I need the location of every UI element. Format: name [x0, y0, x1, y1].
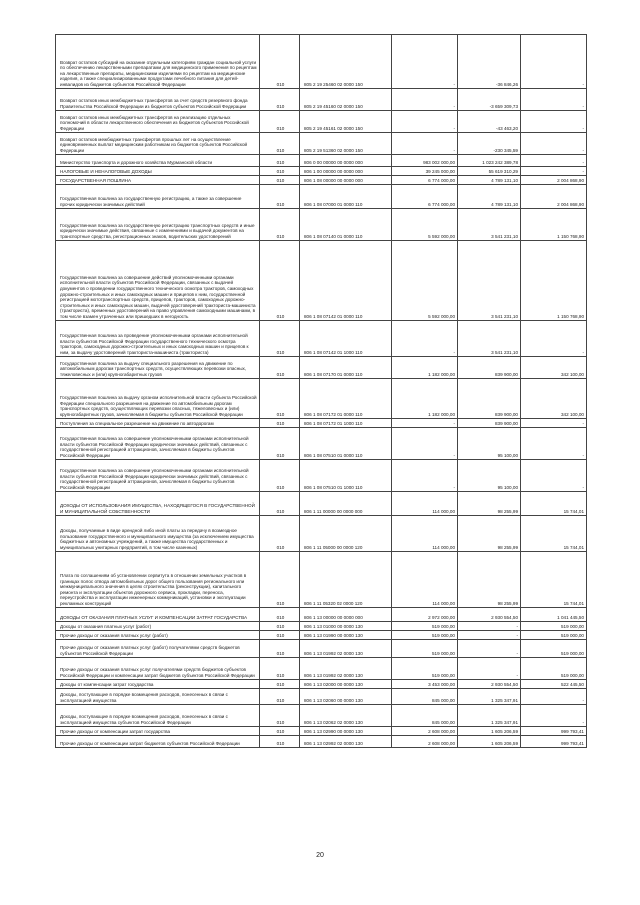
row-executed: -	[458, 631, 521, 640]
row-kbk: 806 1 13 02062 02 0000 130	[300, 705, 392, 727]
row-code: 010	[260, 727, 300, 736]
row-rest: -	[521, 167, 587, 176]
row-plan: 2 608 000,00	[392, 736, 458, 748]
row-executed: 98 255,99	[458, 552, 521, 608]
row-plan: -	[392, 133, 458, 155]
row-rest: -	[521, 321, 587, 357]
row-plan: 2 608 000,00	[392, 727, 458, 736]
row-plan: 1 182 000,00	[392, 379, 458, 419]
row-code: 010	[260, 428, 300, 460]
row-plan: 519 000,00	[392, 640, 458, 658]
table-row	[56, 176, 587, 185]
row-rest: 1 150 768,90	[521, 209, 587, 241]
table-row	[56, 640, 587, 658]
row-code: 010	[260, 658, 300, 680]
row-kbk: 806 1 13 02060 00 0000 130	[300, 689, 392, 705]
table-row	[56, 133, 587, 155]
row-plan: 3 453 000,00	[392, 680, 458, 689]
row-code: 010	[260, 631, 300, 640]
row-name: Министерство транспорта и дорожного хозяйства Мурманской области	[56, 155, 260, 167]
row-plan: -	[392, 111, 458, 133]
row-plan: -	[392, 419, 458, 428]
row-executed: 2 930 554,50	[458, 680, 521, 689]
row-name: Доходы от компенсации затрат государства	[56, 680, 260, 689]
row-plan: 6 774 000,00	[392, 176, 458, 185]
row-executed: -	[458, 622, 521, 631]
row-executed: 839 900,00	[458, 419, 521, 428]
row-executed: -230 345,59	[458, 133, 521, 155]
row-code: 010	[260, 185, 300, 209]
row-executed: 98 255,99	[458, 492, 521, 516]
row-executed: -36 846,26	[458, 35, 521, 89]
row-code: 010	[260, 111, 300, 133]
table-row	[56, 428, 587, 460]
row-name: Прочие доходы от компенсации затрат бюджетов субъектов Российской Федерации	[56, 736, 260, 748]
row-name: Государственная пошлина за государственную регистрацию транспортных средств и иные юридически значимые действия, связанные с изменениями и выдачей документов на транспортные средства, регистрационных знаков, водительских удостоверений	[56, 209, 260, 241]
row-name: Возврат остатков межбюджетных трансфертов прошлых лет на осуществление единовременных выплат медицинским работникам из бюджетов субъектов Российской Федерации	[56, 133, 260, 155]
row-rest: -	[521, 460, 587, 492]
row-code: 010	[260, 680, 300, 689]
row-plan: -	[392, 460, 458, 492]
row-code: 010	[260, 209, 300, 241]
row-kbk: 806 1 08 07140 01 0000 110	[300, 209, 392, 241]
row-kbk: 806 1 13 02990 00 0000 130	[300, 727, 392, 736]
row-rest: -	[521, 35, 587, 89]
row-code: 010	[260, 419, 300, 428]
row-kbk: 806 1 11 00000 00 0000 000	[300, 492, 392, 516]
row-plan: 983 002 000,00	[392, 155, 458, 167]
row-code: 010	[260, 89, 300, 111]
row-rest: 342 100,00	[521, 379, 587, 419]
row-executed: 3 541 231,10	[458, 321, 521, 357]
table-row	[56, 185, 587, 209]
row-kbk: 806 1 00 00000 00 0000 000	[300, 167, 392, 176]
row-code: 010	[260, 689, 300, 705]
row-code: 010	[260, 35, 300, 89]
row-kbk: 806 0 00 00000 00 0000 000	[300, 155, 392, 167]
row-kbk: 806 1 08 07000 01 0000 110	[300, 185, 392, 209]
row-code: 010	[260, 516, 300, 552]
row-code: 010	[260, 357, 300, 379]
row-plan: 114 000,00	[392, 516, 458, 552]
row-plan: 519 000,00	[392, 658, 458, 680]
row-plan: 39 245 000,00	[392, 167, 458, 176]
page-number: 20	[316, 852, 324, 859]
row-kbk: 805 2 19 45160 02 0000 150	[300, 89, 392, 111]
row-kbk: 806 1 13 00000 00 0000 000	[300, 608, 392, 622]
row-code: 010	[260, 460, 300, 492]
table-row	[56, 622, 587, 631]
row-kbk: 806 1 11 05000 00 0000 120	[300, 516, 392, 552]
row-rest: 999 793,41	[521, 736, 587, 748]
row-kbk: 806 1 08 07510 01 0000 110	[300, 428, 392, 460]
row-name: Государственная пошлина за выдачу специального разрешения на движение по автомобильным дорогам транспортных средств, осуществляющих перевозки опасных, тяжеловесных и (или) крупногабаритных грузов	[56, 357, 260, 379]
row-name: Государственная пошлина за выдачу органом исполнительной власти субъекта Российской Федерации специального разрешения на движение по автомобильным дорогам транспортных средств, осуществляющих перевозки опасных, тяжеловесных и (или) крупногабаритных грузов, зачисляемая в бюджеты субъектов Российской Федерации	[56, 379, 260, 419]
row-plan: 114 000,00	[392, 492, 458, 516]
row-kbk: 806 1 13 01000 00 0000 130	[300, 622, 392, 631]
row-code: 010	[260, 640, 300, 658]
row-rest: 519 000,00	[521, 658, 587, 680]
row-executed: -	[458, 658, 521, 680]
row-plan: -	[392, 89, 458, 111]
row-plan: 519 000,00	[392, 622, 458, 631]
revenue-table-body	[56, 35, 587, 748]
table-row	[56, 736, 587, 748]
row-kbk: 806 1 11 05320 02 0000 120	[300, 552, 392, 608]
row-executed: 839 900,00	[458, 379, 521, 419]
row-executed: 4 789 131,10	[458, 185, 521, 209]
row-rest: 2 004 868,90	[521, 176, 587, 185]
row-plan: 1 182 000,00	[392, 357, 458, 379]
row-executed: 95 100,00	[458, 460, 521, 492]
row-kbk: 806 1 13 02992 02 0000 130	[300, 736, 392, 748]
row-code: 010	[260, 705, 300, 727]
row-name: Доходы, поступающие в порядке возмещения расходов, понесенных в связи с эксплуатацией имущества субъектов Российской Федерации	[56, 705, 260, 727]
row-code: 010	[260, 133, 300, 155]
table-row	[56, 658, 587, 680]
table-row	[56, 155, 587, 167]
table-row	[56, 516, 587, 552]
row-rest: 342 100,00	[521, 357, 587, 379]
row-executed: -3 659 309,73	[458, 89, 521, 111]
row-name: Плата по соглашениям об установлении сервитута в отношении земельных участков в границах полос отвода автомобильных дорог общего пользования регионального или межмуниципального значения в целях строительства (реконструкции), капитального ремонта и эксплуатации объектов дорожного сервиса, прокладки, переноса, переустройства и эксплуатации инженерных коммуникаций, установки и эксплуатации рекламных конструкций	[56, 552, 260, 608]
row-code: 010	[260, 176, 300, 185]
row-plan: 519 000,00	[392, 631, 458, 640]
row-executed: 2 930 554,50	[458, 608, 521, 622]
row-kbk: 805 2 19 45161 02 0000 150	[300, 111, 392, 133]
row-code: 010	[260, 736, 300, 748]
row-kbk: 806 1 13 01992 02 0000 130	[300, 658, 392, 680]
row-name: Прочие доходы от оказания платных услуг (работ)	[56, 631, 260, 640]
row-rest: 1 150 768,90	[521, 241, 587, 321]
row-kbk: 806 1 13 01990 00 0000 130	[300, 631, 392, 640]
row-plan: 5 592 000,00	[392, 209, 458, 241]
row-executed: 1 023 242 389,78	[458, 155, 521, 167]
row-plan: 114 000,00	[392, 552, 458, 608]
row-executed: 55 619 310,29	[458, 167, 521, 176]
row-executed: 95 100,00	[458, 428, 521, 460]
row-rest: 522 445,50	[521, 680, 587, 689]
row-executed: 1 325 347,91	[458, 705, 521, 727]
table-row	[56, 241, 587, 321]
row-name: Государственная пошлина за совершение уполномоченными органами исполнительной власти субъектов Российской Федерации юридически значимых действий, связанных с государственной регистрацией аттракционов, зачисляемая в бюджеты субъектов Российской Федерации	[56, 460, 260, 492]
row-kbk: 806 1 13 02000 00 0000 130	[300, 680, 392, 689]
table-row	[56, 680, 587, 689]
row-rest: -	[521, 155, 587, 167]
row-plan: 845 000,00	[392, 689, 458, 705]
row-rest: -	[521, 89, 587, 111]
table-row	[56, 689, 587, 705]
row-rest: -	[521, 428, 587, 460]
table-row	[56, 419, 587, 428]
row-name: ГОСУДАРСТВЕННАЯ ПОШЛИНА	[56, 176, 260, 185]
row-rest: 15 744,01	[521, 552, 587, 608]
row-name: НАЛОГОВЫЕ И НЕНАЛОГОВЫЕ ДОХОДЫ	[56, 167, 260, 176]
row-kbk: 806 1 08 07142 01 0000 110	[300, 241, 392, 321]
row-rest: 2 004 868,90	[521, 185, 587, 209]
table-row	[56, 631, 587, 640]
table-row	[56, 705, 587, 727]
row-rest: -	[521, 689, 587, 705]
row-kbk: 805 2 19 51360 02 0000 150	[300, 133, 392, 155]
table-row	[56, 608, 587, 622]
row-rest: -	[521, 419, 587, 428]
row-name: Государственная пошлина за совершение действий уполномоченными органами исполнительной власти субъектов Российской Федерации, связанных с выдачей документов о проведении государственного технического осмотра тракторов, самоходных дорожно-строительных и иных самоходных машин и прицепов к ним, государственной регистрацией мототранспортных средств, прицепов, тракторов, самоходных дорожно-строительных и иных самоходных машин, выдачей удостоверений тракториста-машиниста (тракториста), временных удостоверений на право управления самоходными машинами, в том числе взамен утраченных или пришедших в негодность	[56, 241, 260, 321]
table-row	[56, 727, 587, 736]
row-executed: 3 541 231,10	[458, 241, 521, 321]
table-row	[56, 460, 587, 492]
table-row	[56, 492, 587, 516]
row-plan: 5 592 000,00	[392, 241, 458, 321]
row-code: 010	[260, 167, 300, 176]
row-plan: -	[392, 35, 458, 89]
row-kbk: 806 1 08 07142 01 1000 110	[300, 321, 392, 357]
row-code: 010	[260, 622, 300, 631]
row-executed: 3 541 231,10	[458, 209, 521, 241]
row-name: Возврат остатков иных межбюджетных трансфертов за счет средств резервного фонда Правительства Российской Федерации из бюджетов субъектов Российской Федерации	[56, 89, 260, 111]
row-code: 010	[260, 608, 300, 622]
row-name: Государственная пошлина за государственную регистрацию, а также за совершение прочих юридически значимых действий	[56, 185, 260, 209]
row-executed: -43 463,20	[458, 111, 521, 133]
row-name: ДОХОДЫ ОТ ИСПОЛЬЗОВАНИЯ ИМУЩЕСТВА, НАХОДЯЩЕГОСЯ В ГОСУДАРСТВЕННОЙ И МУНИЦИПАЛЬНОЙ СОБСТВЕННОСТИ	[56, 492, 260, 516]
row-name: Возврат остатков субсидий на оказание отдельным категориям граждан социальной услуги по обеспечению лекарственными препаратами для медицинского применения по рецептам на лекарственные препараты, медицинскими изделиями по рецептам на медицинские изделия, а также специализированными продуктами лечебного питания для детей-инвалидов из бюджетов субъектов Российской Федерации	[56, 35, 260, 89]
row-rest: 15 744,01	[521, 516, 587, 552]
row-code: 010	[260, 241, 300, 321]
row-code: 010	[260, 492, 300, 516]
row-code: 010	[260, 552, 300, 608]
row-rest: -	[521, 133, 587, 155]
row-executed: 98 255,99	[458, 516, 521, 552]
row-code: 010	[260, 379, 300, 419]
row-kbk: 806 1 08 00000 00 0000 000	[300, 176, 392, 185]
row-name: ДОХОДЫ ОТ ОКАЗАНИЯ ПЛАТНЫХ УСЛУГ И КОМПЕНСАЦИИ ЗАТРАТ ГОСУДАРСТВА	[56, 608, 260, 622]
row-executed: -	[458, 640, 521, 658]
table-row	[56, 89, 587, 111]
row-rest: 519 000,00	[521, 631, 587, 640]
row-name: Поступления за специальное разрешение на движение по автодорогам	[56, 419, 260, 428]
row-rest: 15 744,01	[521, 492, 587, 516]
row-name: Государственная пошлина за совершение уполномоченными органами исполнительной власти субъектов Российской Федерации юридически значимых действий, связанных с государственной регистрацией аттракционов, зачисляемая в бюджеты субъектов Российской Федерации	[56, 428, 260, 460]
row-name: Доходы, поступающие в порядке возмещения расходов, понесенных в связи с эксплуатацией имущества	[56, 689, 260, 705]
table-row	[56, 357, 587, 379]
row-executed: 1 325 347,91	[458, 689, 521, 705]
row-executed: 4 789 131,10	[458, 176, 521, 185]
row-name: Прочие доходы от компенсации затрат государства	[56, 727, 260, 736]
row-rest: 1 041 445,50	[521, 608, 587, 622]
row-name: Доходы от оказания платных услуг (работ)	[56, 622, 260, 631]
table-row	[56, 209, 587, 241]
row-kbk: 806 1 08 07170 01 0000 110	[300, 357, 392, 379]
table-row	[56, 111, 587, 133]
table-row	[56, 379, 587, 419]
row-kbk: 806 1 08 07172 01 0000 110	[300, 379, 392, 419]
row-plan: 845 000,00	[392, 705, 458, 727]
row-kbk: 805 2 19 25460 02 0000 150	[300, 35, 392, 89]
row-name: Прочие доходы от оказания платных услуг (работ) получателями средств бюджетов субъектов Российской Федерации	[56, 640, 260, 658]
revenue-table	[55, 34, 587, 748]
row-name: Государственная пошлина за проведение уполномоченными органами исполнительной власти субъектов Российской Федерации государственного технического осмотра тракторов, самоходных дорожно-строительных и иных самоходных машин и прицепов к ним, за выдачу удостоверений тракториста-машиниста (тракториста)	[56, 321, 260, 357]
row-rest: 519 000,00	[521, 640, 587, 658]
row-executed: 839 900,00	[458, 357, 521, 379]
row-plan: 2 972 000,00	[392, 608, 458, 622]
row-plan: -	[392, 428, 458, 460]
row-rest: 999 793,41	[521, 727, 587, 736]
row-kbk: 806 1 08 07172 01 1000 110	[300, 419, 392, 428]
row-kbk: 806 1 08 07510 01 1000 110	[300, 460, 392, 492]
row-executed: 1 605 206,59	[458, 727, 521, 736]
row-plan: 6 774 000,00	[392, 185, 458, 209]
row-code: 010	[260, 155, 300, 167]
row-rest: -	[521, 111, 587, 133]
table-row	[56, 167, 587, 176]
table-row	[56, 552, 587, 608]
row-name: Доходы, получаемые в виде арендной либо иной платы за передачу в возмездное пользование государственного и муниципального имущества (за исключением имущества бюджетных и автономных учреждений, а также имущества государственных и муниципальных унитарных предприятий, в том числе казенных)	[56, 516, 260, 552]
row-executed: 1 605 206,59	[458, 736, 521, 748]
row-plan: -	[392, 321, 458, 357]
row-rest: 519 000,00	[521, 622, 587, 631]
row-code: 010	[260, 321, 300, 357]
table-row	[56, 35, 587, 89]
row-name: Возврат остатков иных межбюджетных трансфертов на реализацию отдельных полномочий в области лекарственного обеспечения из бюджетов субъектов Российской Федерации	[56, 111, 260, 133]
row-rest: -	[521, 705, 587, 727]
row-kbk: 806 1 13 01992 02 0000 130	[300, 640, 392, 658]
table-row	[56, 321, 587, 357]
row-name: Прочие доходы от оказания платных услуг получателями средств бюджетов субъектов Российской Федерации и компенсации затрат бюджетов субъектов Российской Федерации	[56, 658, 260, 680]
